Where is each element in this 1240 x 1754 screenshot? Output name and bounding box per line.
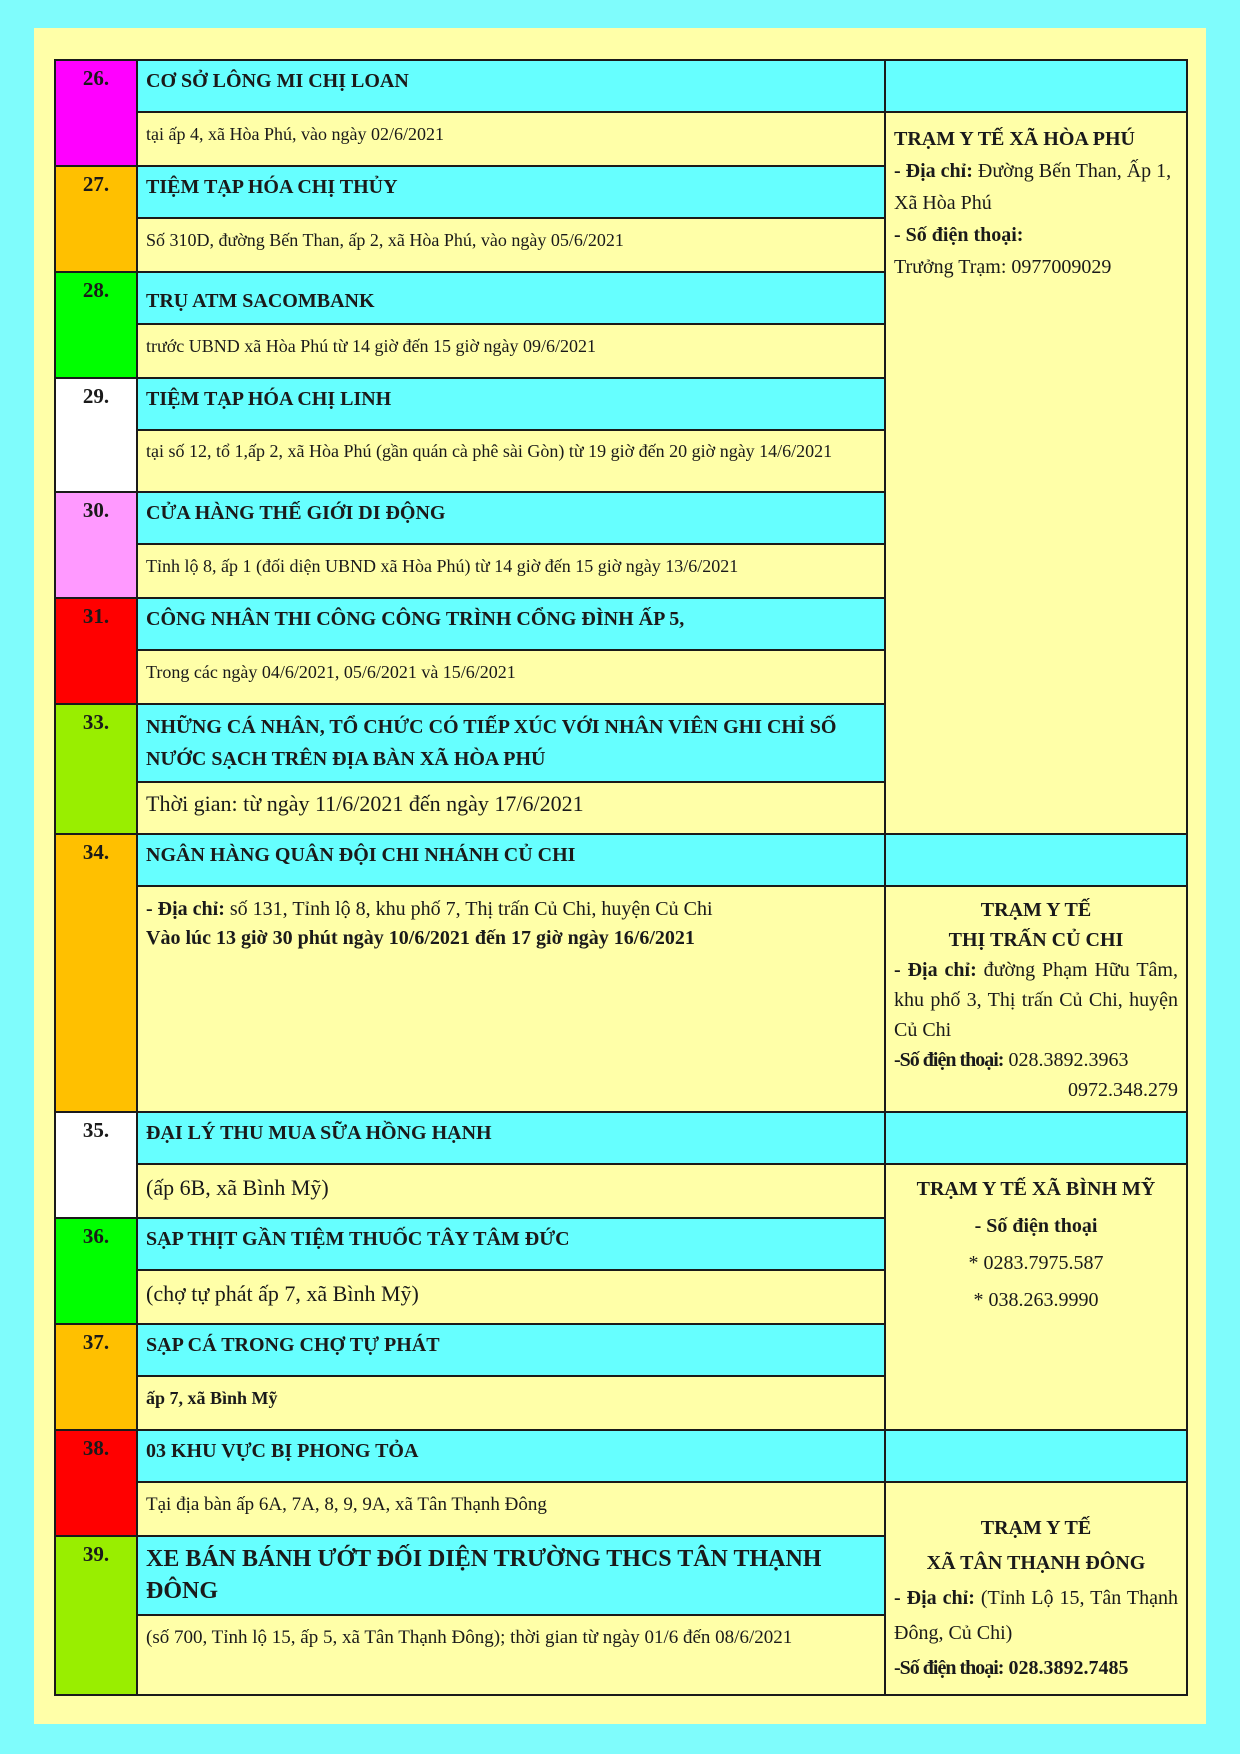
address-value: số 131, Tỉnh lộ 8, khu phố 7, Thị trấn Củ Chi, huyện Củ Chi — [224, 898, 713, 920]
location-title: CÔNG NHÂN THI CÔNG CÔNG TRÌNH CỔNG ĐÌNH ẤP 5, — [137, 598, 885, 650]
address-label: - Địa chỉ: — [894, 1587, 975, 1609]
location-detail: Trong các ngày 04/6/2021, 05/6/2021 và 15/6/2021 — [137, 650, 885, 704]
location-detail: Số 310D, đường Bến Than, ấp 2, xã Hòa Phú, vào ngày 05/6/2021 — [137, 218, 885, 272]
station-address — [894, 955, 1178, 1045]
side-header-empty — [885, 1112, 1187, 1164]
station-address — [894, 155, 1178, 219]
location-detail: Thời gian: từ ngày 11/6/2021 đến ngày 17/6/2021 — [137, 782, 885, 834]
address-value: đường Phạm Hữu Tâm, khu phố 3, Thị trấn Củ Chi, huyện Củ Chi — [894, 959, 1178, 1041]
location-detail — [137, 886, 885, 1112]
address-label: - Địa chỉ: — [894, 959, 977, 981]
location-detail: ấp 7, xã Bình Mỹ — [137, 1376, 885, 1430]
phone-label: - Số điện thoại: — [894, 224, 1024, 246]
location-detail: tại số 12, tổ 1,ấp 2, xã Hòa Phú (gần quán cà phê sài Gòn) từ 19 giờ đến 20 giờ ngày 14/6/2021 — [137, 430, 885, 492]
address-label: - Địa chỉ: — [146, 898, 225, 920]
row-number: 36. — [55, 1218, 137, 1324]
address-value: (Tỉnh Lộ 15, Tân Thạnh Đông, Củ Chi) — [894, 1587, 1178, 1644]
phone-label: - Số điện thoại — [974, 1215, 1098, 1237]
location-title: TIỆM TẠP HÓA CHỊ THỦY — [137, 166, 885, 218]
location-detail: Tại địa bàn ấp 6A, 7A, 8, 9, 9A, xã Tân Thạnh Đông — [137, 1482, 885, 1536]
row-number: 34. — [55, 834, 137, 1112]
station-subtitle: THỊ TRẤN CỦ CHI — [948, 929, 1124, 951]
location-title: TRỤ ATM SACOMBANK — [137, 272, 885, 324]
location-title: SẠP THỊT GẦN TIỆM THUỐC TÂY TÂM ĐỨC — [137, 1218, 885, 1270]
phone-label: -Số điện thoại: — [894, 1049, 1004, 1071]
phone-label: -Số điện thoại: — [894, 1657, 1004, 1679]
station-subtitle: XÃ TÂN THẠNH ĐÔNG — [926, 1552, 1146, 1574]
location-title: CỬA HÀNG THẾ GIỚI DI ĐỘNG — [137, 492, 885, 544]
phone-value: Trưởng Trạm: 0977009029 — [894, 256, 1112, 278]
station-title: TRẠM Y TẾ — [980, 899, 1092, 921]
phone-line — [894, 1651, 1178, 1686]
location-title: TIỆM TẠP HÓA CHỊ LINH — [137, 378, 885, 430]
location-detail: (chợ tự phát ấp 7, xã Bình Mỹ) — [137, 1270, 885, 1324]
health-station-hoa-phu — [885, 112, 1187, 834]
row-number: 27. — [55, 166, 137, 272]
page — [34, 28, 1206, 1724]
row-number: 28. — [55, 272, 137, 378]
location-detail: (ấp 6B, xã Bình Mỹ) — [137, 1164, 885, 1218]
row-number: 30. — [55, 492, 137, 598]
location-title: SẠP CÁ TRONG CHỢ TỰ PHÁT — [137, 1324, 885, 1376]
health-station-cu-chi — [885, 886, 1187, 1112]
address-line — [146, 895, 876, 924]
location-title: XE BÁN BÁNH ƯỚT ĐỐI DIỆN TRƯỜNG THCS TÂN THẠNH ĐÔNG — [137, 1536, 885, 1615]
phone-line — [894, 1045, 1178, 1075]
row-number: 33. — [55, 704, 137, 834]
location-detail: Tỉnh lộ 8, ấp 1 (đối diện UBND xã Hòa Phú) từ 14 giờ đến 15 giờ ngày 13/6/2021 — [137, 544, 885, 598]
location-title: 03 KHU VỰC BỊ PHONG TỎA — [137, 1430, 885, 1482]
location-title: CƠ SỞ LÔNG MI CHỊ LOAN — [137, 60, 885, 112]
station-address — [894, 1581, 1178, 1651]
station-title: TRẠM Y TẾ — [980, 1517, 1092, 1539]
station-title: TRẠM Y TẾ XÃ HÒA PHÚ — [894, 128, 1135, 150]
location-title: ĐẠI LÝ THU MUA SỮA HỒNG HẠNH — [137, 1112, 885, 1164]
location-title: NGÂN HÀNG QUÂN ĐỘI CHI NHÁNH CỦ CHI — [137, 834, 885, 886]
phone-value: 028.3892.7485 — [1003, 1657, 1129, 1679]
side-header-empty — [885, 60, 1187, 112]
location-detail: (số 700, Tỉnh lộ 15, ấp 5, xã Tân Thạnh Đông); thời gian từ ngày 01/6 đến 08/6/2021 — [137, 1615, 885, 1695]
location-detail: tại ấp 4, xã Hòa Phú, vào ngày 02/6/2021 — [137, 112, 885, 166]
side-header-empty — [885, 1430, 1187, 1482]
health-station-binh-my — [885, 1164, 1187, 1430]
row-number: 31. — [55, 598, 137, 704]
phone-value-2: * 038.263.9990 — [973, 1289, 1099, 1311]
phone-value: 028.3892.3963 — [1003, 1049, 1129, 1071]
side-header-empty — [885, 834, 1187, 886]
row-number: 35. — [55, 1112, 137, 1218]
health-station-tan-thanh-dong — [885, 1482, 1187, 1695]
row-number: 29. — [55, 378, 137, 492]
location-table — [54, 59, 1188, 1696]
location-detail: trước UBND xã Hòa Phú từ 14 giờ đến 15 giờ ngày 09/6/2021 — [137, 324, 885, 378]
address-value: Đường Bến Than, Ấp 1, Xã Hòa Phú — [894, 160, 1172, 214]
time-line: Vào lúc 13 giờ 30 phút ngày 10/6/2021 đến 17 giờ ngày 16/6/2021 — [146, 927, 695, 949]
row-number: 26. — [55, 60, 137, 166]
phone-value: * 0283.7975.587 — [968, 1252, 1104, 1274]
phone-value-2: 0972.348.279 — [1068, 1079, 1178, 1101]
row-number: 37. — [55, 1324, 137, 1430]
address-label: - Địa chỉ: — [894, 160, 973, 182]
station-title: TRẠM Y TẾ XÃ BÌNH MỸ — [916, 1178, 1156, 1200]
row-number: 38. — [55, 1430, 137, 1536]
row-number: 39. — [55, 1536, 137, 1695]
location-title: NHỮNG CÁ NHÂN, TỔ CHỨC CÓ TIẾP XÚC VỚI NHÂN VIÊN GHI CHỈ SỐ NƯỚC SẠCH TRÊN ĐỊA BÀN XÃ HÒA PHÚ — [137, 704, 885, 782]
